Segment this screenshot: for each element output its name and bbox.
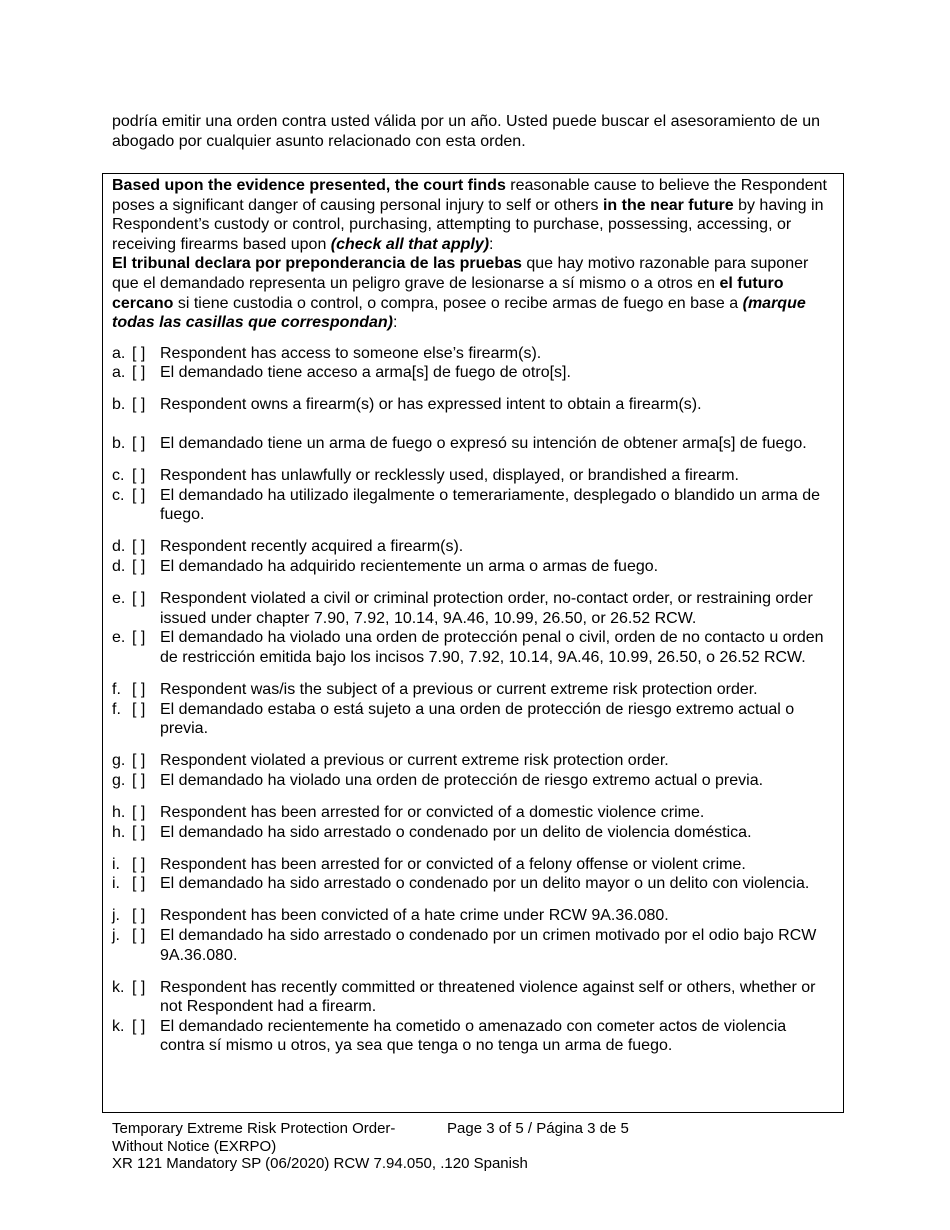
checklist-row-en	[112, 395, 835, 415]
footer-title-line1: Temporary Extreme Risk Protection Order-	[112, 1120, 396, 1137]
checklist-item	[112, 855, 835, 894]
item-text-en: Respondent violated a previous or current extreme risk protection order.	[160, 752, 669, 770]
item-text-es: El demandado tiene un arma de fuego o expresó su intención de obtener arma[s] de fuego.	[160, 435, 807, 453]
checklist-row-es	[112, 557, 835, 577]
item-text-en: Respondent owns a firearm(s) or has expressed intent to obtain a firearm(s).	[160, 396, 702, 414]
item-text-en: Respondent violated a civil or criminal protection order, no-contact order, or restraining order issued under chapter 7.90, 7.92, 10.14, 9A.46, 10.99, 26.50, or 26.52 RCW.	[160, 590, 813, 627]
finding-en-instruction: (check all that apply)	[330, 235, 490, 253]
finding-en-end: :	[489, 235, 494, 253]
checklist-row-en	[112, 751, 835, 771]
checklist-row-es	[112, 926, 835, 965]
checklist-row-es	[112, 434, 835, 454]
item-text-en: Respondent has recently committed or threatened violence against self or others, whether or not Respondent had a firearm.	[160, 978, 816, 1016]
checklist-row-en	[112, 855, 835, 875]
item-text-en: Respondent has access to someone else’s firearm(s).	[160, 344, 542, 362]
checklist-row-en	[112, 589, 835, 628]
checkbox-list	[112, 344, 835, 1056]
finding-es-instruction: (marque todas las casillas que correspondan)	[112, 294, 806, 332]
item-text-es: El demandado ha sido arrestado o condenado por un crimen motivado por el odio bajo RCW 9A.36.080.	[160, 926, 817, 964]
item-label: g.	[112, 752, 126, 770]
checkbox[interactable]: [ ]	[132, 558, 146, 575]
checklist-row-en	[112, 466, 835, 486]
checkbox[interactable]: [ ]	[132, 978, 146, 996]
checkbox[interactable]: [ ]	[132, 590, 146, 608]
checkbox[interactable]: [ ]	[132, 752, 146, 770]
item-label: a.	[112, 344, 126, 362]
finding-en-bold: Based upon the evidence presented, the court finds	[112, 177, 506, 194]
finding-en-text2: by having in Respondent’s custody or control, purchasing, attempting to purchase, possessing, accessing, or receiving firearms based upon	[112, 196, 824, 253]
checklist-row-es	[112, 874, 835, 894]
item-text-es: El demandado ha violado una orden de protección penal o civil, orden de no contacto u orden de restricción emitida bajo los incisos 7.90, 7.92, 10.14, 9A.46, 10.99, 26.50, o 26.52 RCW.	[160, 629, 824, 666]
item-label: h.	[112, 823, 126, 841]
item-text-en: Respondent has been convicted of a hate crime under RCW 9A.36.080.	[160, 907, 669, 925]
item-label: f.	[112, 680, 121, 698]
finding-spanish	[112, 254, 835, 332]
item-text-es: El demandado estaba o está sujeto a una orden de protección de riesgo extremo actual o previa.	[160, 700, 795, 738]
item-label: i.	[112, 875, 120, 893]
item-label: d.	[112, 538, 126, 556]
checkbox[interactable]: [ ]	[132, 771, 146, 789]
checkbox[interactable]: [ ]	[132, 700, 146, 718]
checklist-item	[112, 751, 835, 790]
checklist-row-es	[112, 700, 835, 739]
checkbox[interactable]: [ ]	[132, 435, 146, 453]
checklist-row-es	[112, 628, 835, 667]
item-text-es: El demandado ha utilizado ilegalmente o temerariamente, desplegado o blandido un arma de fuego.	[160, 486, 820, 524]
item-label: g.	[112, 771, 126, 789]
item-label: j.	[112, 926, 120, 944]
checkbox[interactable]: [ ]	[132, 926, 146, 944]
finding-es-bold2: el futuro cercano	[112, 274, 784, 312]
checklist-item	[112, 589, 835, 667]
checklist-item	[112, 395, 835, 415]
checkbox[interactable]: [ ]	[132, 467, 146, 485]
item-label: d.	[112, 558, 126, 575]
footer-page-number: Page 3 of 5 / Página 3 de 5	[447, 1120, 629, 1137]
item-label: h.	[112, 803, 126, 821]
item-text-es: El demandado ha violado una orden de protección de riesgo extremo actual o previa.	[160, 771, 764, 789]
item-text-es: El demandado tiene acceso a arma[s] de fuego de otro[s].	[160, 364, 571, 382]
checklist-item	[112, 466, 835, 525]
finding-es-text1: que hay motivo razonable para suponer que el demandado representa un peligro grave de lesionarse a sí mismo o a otros en	[112, 255, 809, 292]
item-text-es: El demandado ha sido arrestado o condenado por un delito de violencia doméstica.	[160, 823, 752, 841]
item-text-es: El demandado ha sido arrestado o condenado por un delito mayor o un delito con violencia.	[160, 875, 810, 893]
footer-form-id: XR 121 Mandatory SP (06/2020) RCW 7.94.050, .120 Spanish	[112, 1155, 528, 1172]
item-label: e.	[112, 590, 126, 608]
checkbox[interactable]: [ ]	[132, 680, 146, 698]
finding-es-end: :	[392, 314, 398, 332]
finding-es-bold: El tribunal declara por preponderancia de las pruebas	[112, 255, 522, 273]
checkbox[interactable]: [ ]	[132, 875, 146, 893]
findings-box	[102, 173, 844, 1113]
finding-english	[112, 176, 835, 254]
checkbox[interactable]: [ ]	[132, 629, 146, 647]
checklist-item	[112, 680, 835, 739]
checklist-item	[112, 434, 835, 454]
item-text-en: Respondent has been arrested for or convicted of a domestic violence crime.	[160, 803, 705, 821]
item-text-en: Respondent has been arrested for or convicted of a felony offense or violent crime.	[160, 855, 746, 873]
checkbox[interactable]: [ ]	[132, 486, 146, 504]
checklist-row-en	[112, 680, 835, 700]
checklist-row-es	[112, 771, 835, 791]
checkbox[interactable]: [ ]	[132, 344, 146, 362]
item-label: b.	[112, 396, 126, 414]
checklist-row-es	[112, 1017, 835, 1056]
item-label: a.	[112, 364, 126, 382]
checklist-item	[112, 906, 835, 965]
item-label: i.	[112, 855, 120, 873]
item-text-en: Respondent has unlawfully or recklessly used, displayed, or brandished a firearm.	[160, 467, 739, 485]
court-finding	[112, 176, 835, 333]
checkbox[interactable]: [ ]	[132, 396, 146, 414]
checklist-row-en	[112, 978, 835, 1017]
checklist-item	[112, 537, 835, 576]
item-text-en: Respondent recently acquired a firearm(s).	[160, 538, 464, 556]
checkbox[interactable]: [ ]	[132, 538, 146, 556]
item-label: c.	[112, 486, 125, 504]
item-label: f.	[112, 700, 121, 718]
intro-paragraph: podría emitir una orden contra usted válida por un año. Usted puede buscar el asesoramiento de un abogado por cualquier asunto relacionado con esta orden.	[112, 113, 820, 150]
footer-title-line2: Without Notice (EXRPO)	[112, 1137, 277, 1155]
checklist-row-es	[112, 486, 835, 525]
checkbox[interactable]: [ ]	[132, 855, 146, 873]
item-text-en: Respondent was/is the subject of a previous or current extreme risk protection order.	[160, 680, 758, 698]
item-text-es: El demandado recientemente ha cometido o amenazado con cometer actos de violencia contra sí mismo u otros, ya sea que tenga o no tenga un arma de fuego.	[160, 1017, 787, 1055]
item-label: c.	[112, 467, 125, 485]
checklist-row-es	[112, 823, 835, 843]
item-text-es: El demandado ha adquirido recientemente un arma o armas de fuego.	[160, 558, 659, 575]
checklist-row-es	[112, 363, 835, 383]
checklist-item	[112, 344, 835, 383]
checklist-item	[112, 803, 835, 842]
finding-en-text1: reasonable cause to believe the Respondent poses a significant danger of causing personal injury to self or others	[112, 177, 827, 214]
checkbox[interactable]: [ ]	[132, 803, 146, 821]
item-label: j.	[112, 907, 120, 925]
checkbox[interactable]: [ ]	[132, 1017, 146, 1035]
page-footer	[112, 1120, 629, 1173]
checklist-row-en	[112, 906, 835, 926]
item-label: e.	[112, 629, 126, 647]
checklist-row-en	[112, 803, 835, 823]
item-label: k.	[112, 978, 125, 996]
checklist-item	[112, 978, 835, 1056]
checkbox[interactable]: [ ]	[132, 823, 146, 841]
checkbox[interactable]: [ ]	[132, 364, 146, 382]
checklist-row-en	[112, 537, 835, 557]
checkbox[interactable]: [ ]	[132, 907, 146, 925]
checklist-row-en	[112, 344, 835, 364]
item-label: k.	[112, 1017, 125, 1035]
finding-en-bold2: in the near future	[602, 196, 734, 214]
finding-es-text2: si tiene custodia o control, o compra, posee o recibe armas de fuego en base a	[173, 294, 743, 312]
item-label: b.	[112, 435, 126, 453]
